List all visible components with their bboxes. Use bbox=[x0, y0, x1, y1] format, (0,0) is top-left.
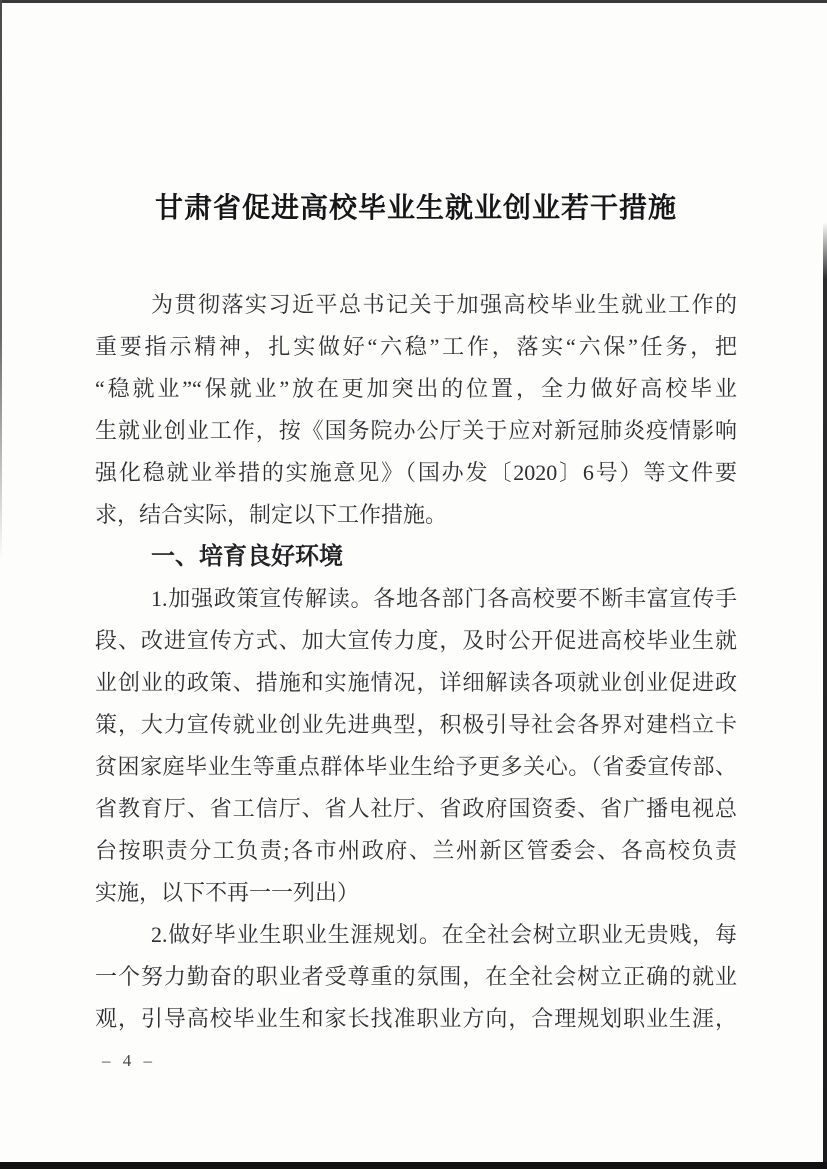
text-line: 观，引导高校毕业生和家长找准职业方向，合理规划职业生涯， bbox=[95, 1006, 737, 1031]
text-line: 策，大力宣传就业创业先进典型，积极引导社会各界对建档立卡 bbox=[95, 712, 737, 737]
text-line: 段、改进宣传方式、加大宣传力度，及时公开促进高校毕业生就 bbox=[95, 628, 737, 653]
paragraph-intro bbox=[95, 284, 737, 536]
scan-edge-right bbox=[823, 222, 827, 1169]
section-heading-1: 一、培育良好环境 bbox=[151, 543, 343, 570]
text-line: 业创业的政策、措施和实施情况，详细解读各项就业创业促进政 bbox=[95, 670, 737, 695]
text-line: 贫困家庭毕业生等重点群体毕业生给予更多关心。（省委宣传部、 bbox=[95, 754, 737, 779]
page-number: – 4 – bbox=[102, 1051, 156, 1070]
text-line: 1.加强政策宣传解读。各地各部门各高校要不断丰富宣传手 bbox=[151, 586, 737, 611]
text-line: 台按职责分工负责;各市州政府、兰州新区管委会、各高校负责 bbox=[95, 838, 737, 863]
scan-edge-bottom bbox=[0, 1162, 827, 1169]
text-line: “稳就业”“保就业”放在更加突出的位置，全力做好高校毕业 bbox=[95, 376, 737, 401]
text-line: 重要指示精神，扎实做好“六稳”工作，落实“六保”任务，把 bbox=[95, 334, 737, 359]
text-line: 省教育厅、省工信厅、省人社厅、省政府国资委、省广播电视总 bbox=[95, 796, 737, 821]
paragraph-item-1 bbox=[95, 578, 737, 914]
scan-edge-left bbox=[0, 0, 2, 560]
text-line: 为贯彻落实习近平总书记关于加强高校毕业生就业工作的 bbox=[151, 292, 737, 317]
text-line: 2.做好毕业生职业生涯规划。在全社会树立职业无贵贱，每 bbox=[151, 922, 737, 947]
text-line: 实施，以下不再一一列出） bbox=[95, 880, 360, 905]
paragraph-item-2 bbox=[95, 914, 737, 1040]
document-title: 甘肃省促进高校毕业生就业创业若干措施 bbox=[154, 193, 677, 224]
scan-edge-top bbox=[0, 0, 827, 3]
text-line: 强化稳就业举措的实施意见》（国办发〔2020〕6号）等文件要 bbox=[95, 460, 737, 485]
text-line: 求，结合实际，制定以下工作措施。 bbox=[95, 502, 448, 527]
text-line: 生就业创业工作，按《国务院办公厅关于应对新冠肺炎疫情影响 bbox=[95, 418, 737, 443]
text-line: 一个努力勤奋的职业者受尊重的氛围，在全社会树立正确的就业 bbox=[95, 964, 737, 989]
